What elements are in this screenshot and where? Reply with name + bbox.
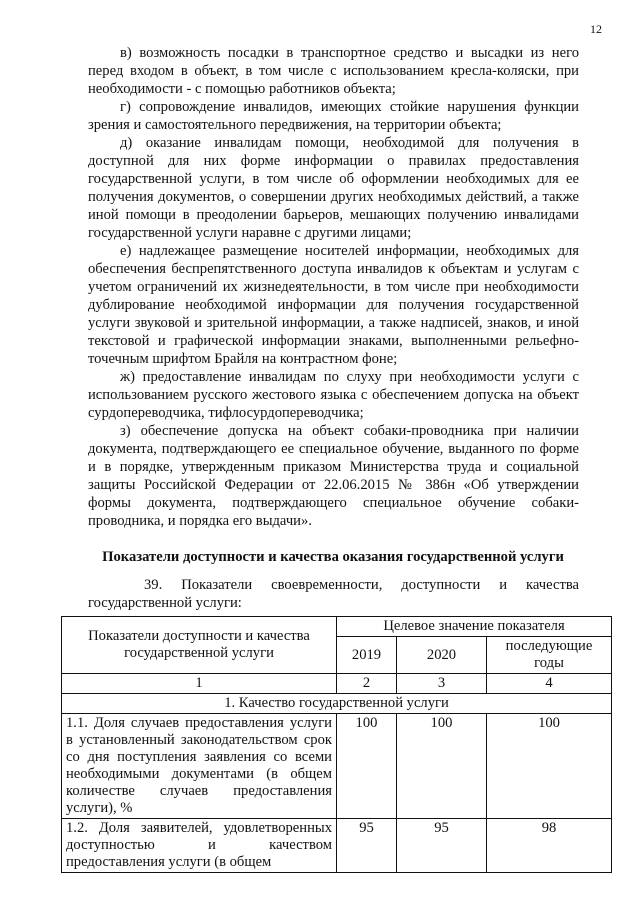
paragraph-e: е) надлежащее размещение носителей информации, необходимых для обеспечения беспрепятственного доступа инвалидов к объектам и услугам с учетом ограничений их жизнедеятельности, в том числе при необходимости дублирование необходимой информации для получения государственной услуги звуковой и зрительной информации, а также надписей, знаков, и иной текстовой и графической информации знаками, выполненными рельефно-точечным шрифтом Брайля на контрастном фоне;	[88, 243, 579, 367]
value-2020-cell: 95	[397, 819, 487, 873]
paragraph-v: в) возможность посадки в транспортное средство и высадки из него перед входом в объект, в том числе с использованием кресла-коляски, при необходимости - с помощью работников объекта;	[88, 45, 579, 97]
indicators-table	[61, 616, 612, 873]
header-year-next: последующие годы	[487, 637, 612, 674]
column-number: 4	[487, 674, 612, 694]
indicator-cell: 1.2. Доля заявителей, удовлетворенных доступностью и качеством предоставления услуги (в общем	[62, 819, 337, 873]
column-number: 3	[397, 674, 487, 694]
header-year-2019: 2019	[337, 637, 397, 674]
table-column-numbers-row	[62, 674, 612, 694]
table-row	[62, 714, 612, 819]
header-indicator: Показатели доступности и качества государственной услуги	[62, 617, 337, 674]
table-header-row	[62, 617, 612, 637]
column-number: 2	[337, 674, 397, 694]
table-group-row	[62, 694, 612, 714]
value-2019-cell: 95	[337, 819, 397, 873]
value-2019-cell: 100	[337, 714, 397, 819]
value-2020-cell: 100	[397, 714, 487, 819]
indicator-cell: 1.1. Доля случаев предоставления услуги в установленный законодательством срок со дня поступления заявления со всеми необходимыми документами (в общем количестве случаев предоставления услуги), %	[62, 714, 337, 819]
column-number: 1	[62, 674, 337, 694]
page-number: 12	[590, 22, 602, 36]
document-body	[88, 44, 579, 612]
header-target-value: Целевое значение показателя	[337, 617, 612, 637]
paragraph-z: з) обеспечение допуска на объект собаки-проводника при наличии документа, подтверждающего ее специальное обучение, выданного по форме и в порядке, утвержденным приказом Министерства труда и социальной защиты Российской Федерации от 22.06.2015 № 386н «Об утверждении формы документа, подтверждающего специальное обучение собаки-проводника, и порядка его выдачи».	[88, 423, 579, 529]
value-next-cell: 100	[487, 714, 612, 819]
header-year-2020: 2020	[397, 637, 487, 674]
group-title: 1. Качество государственной услуги	[62, 694, 612, 714]
paragraph-d: д) оказание инвалидам помощи, необходимой для получения в доступной для них форме информации о правилах предоставления государственной услуги, в том числе об оформлении необходимых для ее получения документов, о совершении других необходимых действий, а также иной помощи в преодолении барьеров, мешающих получению инвалидами государственной услуги наравне с другими лицами;	[88, 135, 579, 241]
value-next-cell: 98	[487, 819, 612, 873]
table-row	[62, 819, 612, 873]
section-heading: Показатели доступности и качества оказания государственной услуги	[102, 549, 564, 565]
paragraph-zh: ж) предоставление инвалидам по слуху при необходимости услуги с использованием русского жестового языка с обеспечением допуска на объект сурдопереводчика, тифлосурдопереводчика;	[88, 369, 579, 421]
paragraph-g: г) сопровождение инвалидов, имеющих стойкие нарушения функции зрения и самостоятельного передвижения, на территории объекта;	[88, 99, 579, 133]
section-intro: 39. Показатели своевременности, доступности и качества государственной услуги:	[88, 577, 579, 611]
